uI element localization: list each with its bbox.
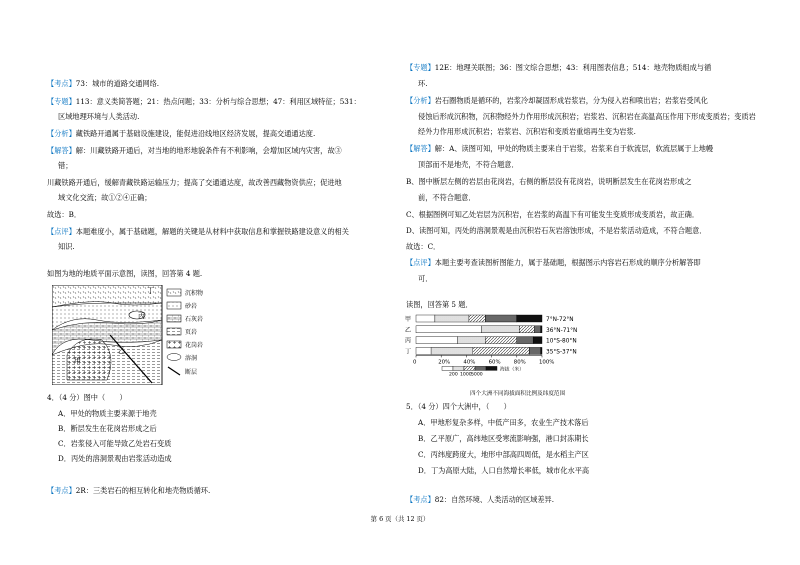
left-line-4: 【解答】解：川藏铁路开通后，对当地的地形地貌条件有不利影响，会增加区域内灾害，故③: [47, 146, 342, 155]
left-line-3: 【分析】藏铁路开通属于基础设施建设，能促进沿线地区经济发展，提高交通通达度.: [47, 129, 316, 138]
left-line-2b: 区域地理环境与人类活动.: [58, 112, 140, 121]
bar-segment: [541, 347, 542, 354]
legend-swatch: [453, 366, 464, 370]
right-line-8b: 可．: [418, 274, 433, 283]
question-4-option-a: A．甲处的物质主要来源于地壳: [58, 409, 157, 418]
x-tick-label: 80%: [513, 359, 526, 366]
bar-segment: [458, 337, 486, 344]
x-tick-label: 100%: [539, 359, 555, 366]
row-label: 乙: [405, 326, 412, 334]
legend-swatch: [486, 366, 497, 370]
row-latitude-range: 7°N-72°N: [546, 317, 574, 323]
x-tick-label: 0: [413, 359, 417, 366]
question-4-option-d: D．丙处的溶洞景观由岩浆活动造成: [58, 454, 172, 463]
altitude-bar-chart: [404, 313, 604, 399]
left-line-8: 【考点】2R：三类岩石的相互转化和地壳物质循环.: [47, 486, 211, 495]
question-5-option-b: B．乙平原广，高纬地区受寒流影响强，港口封冻期长: [418, 434, 589, 443]
left-line-7: 【点评】本题难度小，属于基础题，解题的关键是从材料中获取信息和掌握铁路建设意义的相关: [47, 227, 349, 236]
question-4-intro: 如图为地的地质平面示意图，读图，回答第 4 题.: [47, 269, 203, 278]
question-4-option-c: C．岩浆侵入可能导致乙处岩石变质: [58, 439, 172, 448]
svg-text:花岗岩: 花岗岩: [185, 342, 204, 349]
legend-value: 1000: [460, 372, 472, 378]
right-line-4: B、图中断层左侧的岩层由花岗岩，右侧的断层没有花岗岩，说明断层发生在花岗岩形成之: [406, 177, 692, 186]
right-line-3: 【解答】解：A、读图可知，甲处的物质主要来自于岩浆，岩浆来自于软流层，软流层属于上地幔: [406, 144, 714, 153]
question-4-stem: 4．（4 分）图中（ ）: [47, 393, 127, 402]
bar-segment: [482, 326, 520, 333]
bar-segment: [416, 315, 435, 322]
page-footer: 第 6 页（共 12 页）: [370, 515, 430, 523]
svg-text:溶洞: 溶洞: [185, 355, 198, 362]
right-line-3b: 顶部而不是地壳，不符合题意．: [418, 160, 519, 169]
right-line-9: 【考点】82：自然环境、人类活动的区域差异.: [406, 495, 555, 504]
left-line-5: 川藏铁路开通后，缓解青藏铁路运输压力；提高了交通通达度，故改善西藏物资供应；促进地: [47, 178, 342, 187]
right-line-1b: 环.: [418, 79, 428, 88]
bar-segment: [485, 315, 517, 322]
bar-segment: [534, 326, 540, 333]
legend-value: 5000: [471, 372, 483, 378]
left-line-1: 【考点】73：城市的道路交通网络.: [47, 79, 160, 88]
bar-segment: [517, 337, 533, 344]
left-line-2: 【专题】113：意义类简答题；21：热点问题；33：分析与综合思想；47：利用区域特征；531：: [47, 97, 361, 106]
svg-text:砂岩: 砂岩: [185, 303, 198, 310]
bar-segment: [435, 315, 469, 322]
right-line-4b: 前，不符合题意．: [418, 193, 476, 202]
bar-segment: [519, 326, 534, 333]
legend-swatch: [442, 366, 453, 370]
question-5-option-a: A．甲地形复杂多样，中低产田多，农业生产技术落后: [418, 418, 589, 427]
bar-segment: [416, 337, 458, 344]
bar-segment: [431, 347, 473, 354]
bar-segment: [533, 337, 542, 344]
question-5-intro: 读图，回答第 5 题．: [406, 300, 473, 309]
right-line-2: 【分析】岩石圈物质是循环的，岩浆冷却凝固形成岩浆岩，分为侵入岩和喷出岩；岩浆岩受风化: [406, 96, 708, 105]
label-ding: 丁: [147, 287, 154, 295]
bar-segment: [473, 347, 530, 354]
bar-segment: [469, 315, 485, 322]
question-4-option-b: B．断层发生在花岗岩形成之后: [58, 424, 157, 433]
legend-swatch: [464, 366, 475, 370]
svg-text:断层: 断层: [185, 369, 198, 376]
right-line-6: D、读图可知，丙处的溶洞景观是由沉积岩石灰岩溶蚀形成，不是岩浆活动造成，不符合题意．: [406, 226, 707, 235]
bar-segment: [517, 315, 542, 322]
bar-segment: [485, 337, 517, 344]
question-5-option-c: C．丙纬度跨度大，地形中部高四周低，是水稻主产区: [418, 450, 589, 459]
question-5-stem: 5．（4 分）四个大洲中，（ ）: [406, 402, 511, 411]
left-line-5b: 域文化交流；故①②④正确；: [58, 193, 152, 202]
geo-legend: [167, 289, 203, 376]
chart-title: 四个大洲不同海拔面积比例及纬度范围: [470, 391, 566, 397]
geologic-map-figure: [52, 285, 237, 385]
bar-segment: [529, 347, 540, 354]
row-latitude-range: 36°N-71°N: [546, 327, 578, 334]
x-tick-label: 40%: [463, 359, 476, 366]
x-tick-label: 20%: [438, 359, 451, 366]
legend-value: 200: [449, 372, 458, 378]
legend-swatch: [475, 366, 486, 370]
bar-segment: [416, 347, 431, 354]
row-latitude-range: 10°S-80°N: [546, 338, 577, 345]
svg-text:页岩: 页岩: [185, 329, 198, 336]
bar-segment: [416, 326, 482, 333]
right-line-8: 【点评】本题主要考查读图析图能力，属于基础题，根据图示内容岩石形成的顺序分析解答即: [406, 258, 701, 267]
right-line-2b: 侵蚀后形成沉积物，沉积物经外力作用形成沉积岩；岩浆岩、沉积岩在高温高压作用下形成变质岩；变质岩: [418, 112, 756, 121]
row-label: 丙: [405, 337, 412, 345]
label-yi: 乙: [118, 347, 125, 355]
legend-label: 海拔（米）: [500, 367, 524, 373]
right-line-1: 【专题】12E：地理关联图；36：图文综合思想；43：利用图表信息；514：地壳物质组成与循: [406, 63, 712, 72]
left-line-6: 故选：B．: [47, 210, 82, 219]
right-line-2c: 经外力作用形成沉积岩；岩浆岩、沉积岩和变质岩重熔再生变为岩浆.: [418, 127, 636, 136]
label-jia: 甲: [74, 357, 81, 365]
label-bing: 丙: [138, 312, 145, 320]
left-line-7b: 知识.: [58, 242, 75, 251]
bar-segment: [541, 326, 542, 333]
x-tick-label: 60%: [488, 359, 501, 366]
row-latitude-range: 35°S-37°N: [546, 349, 577, 356]
svg-text:石灰岩: 石灰岩: [185, 316, 204, 323]
left-line-4b: 错；: [58, 161, 73, 170]
question-5-option-d: D．丁为高原大陆，人口自然增长率低，城市化水平高: [418, 466, 590, 475]
svg-text:沉积物: 沉积物: [185, 290, 204, 297]
right-line-7: 故选：C．: [406, 242, 441, 251]
row-label: 丁: [405, 348, 412, 356]
row-label: 甲: [405, 316, 412, 323]
right-line-5: C、根据图例可知乙处岩层为沉积岩，在岩浆的高温下有可能发生变质形成变质岩，故正确．: [406, 210, 700, 219]
